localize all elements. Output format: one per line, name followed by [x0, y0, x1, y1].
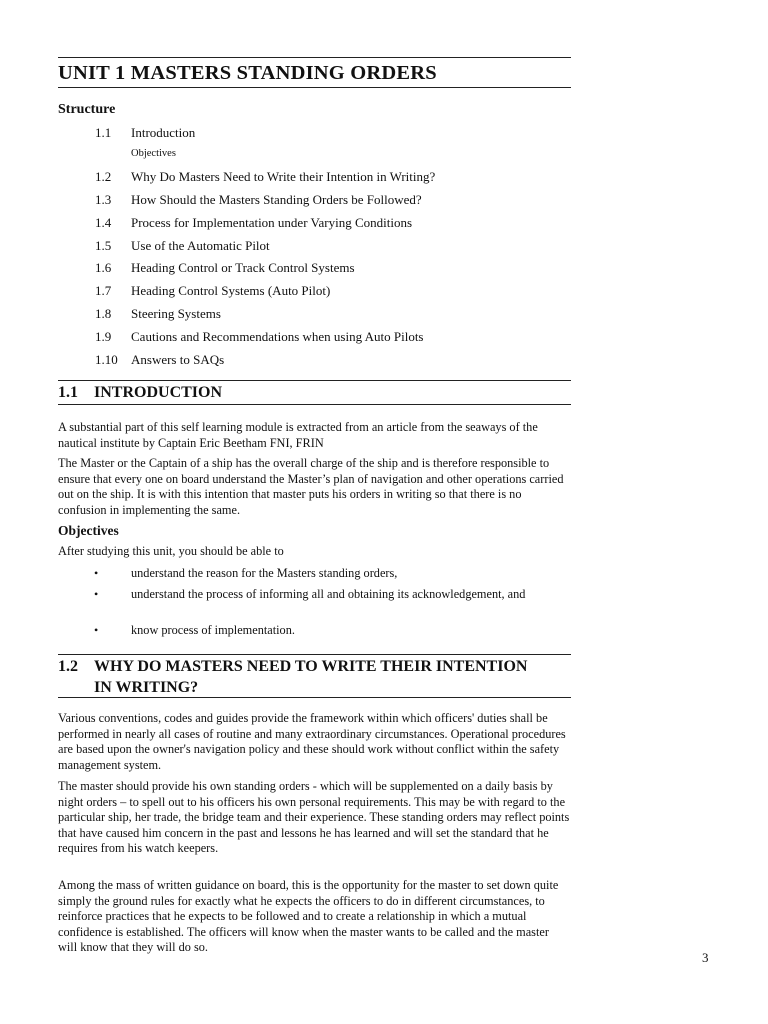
toc-item-title: Why Do Masters Need to Write their Intention in Writing? — [131, 168, 436, 184]
section-number: 1.2 — [58, 658, 78, 675]
section-1-2-paragraph-3: Among the mass of written guidance on board, this is the opportunity for the master to set down quite simply the ground rules for exactly what he expects the officers to do in different circumstances, to reinforce practices that he expects to be followed and to create a relationship in which a mutual confidence is established. The officers will know when the master wants to be called and the master will know that they will do so. — [58, 878, 559, 954]
toc-item-number: 1.4 — [95, 214, 112, 230]
toc-item-title: Heading Control Systems (Auto Pilot) — [131, 283, 331, 299]
page-number: 3 — [702, 950, 709, 965]
section-1-1-header — [58, 380, 571, 405]
toc-item — [95, 124, 565, 147]
bullet-icon: • — [94, 566, 99, 580]
objectives-intro: After studying this unit, you should be able to — [58, 544, 284, 558]
toc-item — [95, 328, 565, 351]
toc-item — [95, 259, 565, 282]
toc-item — [95, 282, 565, 305]
toc-item — [95, 237, 565, 260]
toc-item-number: 1.6 — [95, 260, 112, 276]
toc-item-number: 1.1 — [95, 125, 112, 140]
toc-item-number: 1.2 — [95, 168, 112, 184]
toc-item — [95, 214, 565, 237]
toc-subitem — [95, 147, 565, 168]
section-title: INTRODUCTION — [94, 384, 223, 401]
section-1-2-header — [58, 654, 571, 698]
toc-item — [95, 191, 565, 214]
objectives-heading: Objectives — [58, 523, 119, 538]
unit-header — [58, 57, 571, 88]
bullet-icon: • — [94, 623, 99, 637]
toc-item-title: Steering Systems — [131, 306, 221, 322]
toc-item-number: 1.5 — [95, 237, 112, 253]
toc-item-number: 1.3 — [95, 191, 112, 207]
section-1-2-paragraph-1: Various conventions, codes and guides provide the framework within which officers' duties shall be performed in nearly all cases of routine and many extraordinary circumstances. Operational procedures are based upon the owner's navigation policy and these should work without conflict within the safety management system. — [58, 711, 566, 772]
toc-item-number: 1.7 — [95, 283, 112, 299]
toc-item-title: Use of the Automatic Pilot — [131, 237, 270, 253]
toc-item-title: Answers to SAQs — [131, 352, 225, 368]
toc-item — [95, 305, 565, 328]
toc-item-title: How Should the Masters Standing Orders be Followed? — [131, 191, 422, 207]
table-of-contents — [95, 124, 565, 374]
toc-item-title: Heading Control or Track Control Systems — [131, 260, 355, 276]
section-number: 1.1 — [58, 384, 78, 401]
bullet-icon: • — [94, 587, 99, 601]
unit-title: UNIT 1 MASTERS STANDING ORDERS — [58, 62, 437, 84]
toc-item-title: Cautions and Recommendations when using Auto Pilots — [131, 329, 424, 345]
toc-item-number: 1.9 — [95, 329, 112, 345]
toc-item-title: Process for Implementation under Varying Conditions — [131, 214, 413, 230]
list-item-text: know process of implementation. — [131, 623, 295, 637]
list-item-text: understand the process of informing all and obtaining its acknowledgement, and — [131, 587, 526, 601]
intro-paragraph-1: A substantial part of this self learning module is extracted from an article from the seaways of the nautical institute by Captain Eric Beetham FNI, FRIN — [58, 420, 538, 450]
toc-item — [95, 351, 565, 374]
toc-item-title: Introduction — [131, 125, 196, 140]
section-1-2-paragraph-2: The master should provide his own standing orders - which will be supplemented on a daily basis by night orders – to spell out to his officers his own personal requirements. This may be with regard to the particular ship, her trade, the bridge team and their experience. These standing orders may reflect points that have caused him concern in the past and lessons he has learned and will set the standard that he requires from his watch keepers. — [58, 779, 570, 855]
toc-item-number: 1.10 — [95, 352, 118, 368]
intro-paragraph-2: The Master or the Captain of a ship has the overall charge of the ship and is therefore responsible to ensure that every one on board understand the Master’s plan of navigation and other operations carried out on the ship. It is with this intention that master puts his orders in writing so that there is no confusion in implementing the same. — [58, 456, 564, 517]
toc-item — [95, 168, 565, 191]
section-title: WHY DO MASTERS NEED TO WRITE THEIR INTENTION IN WRITING? — [94, 658, 528, 696]
structure-heading: Structure — [58, 102, 116, 117]
toc-item-number: 1.8 — [95, 306, 112, 322]
toc-subitem-title: Objectives — [131, 147, 176, 159]
list-item-text: understand the reason for the Masters standing orders, — [131, 566, 398, 580]
